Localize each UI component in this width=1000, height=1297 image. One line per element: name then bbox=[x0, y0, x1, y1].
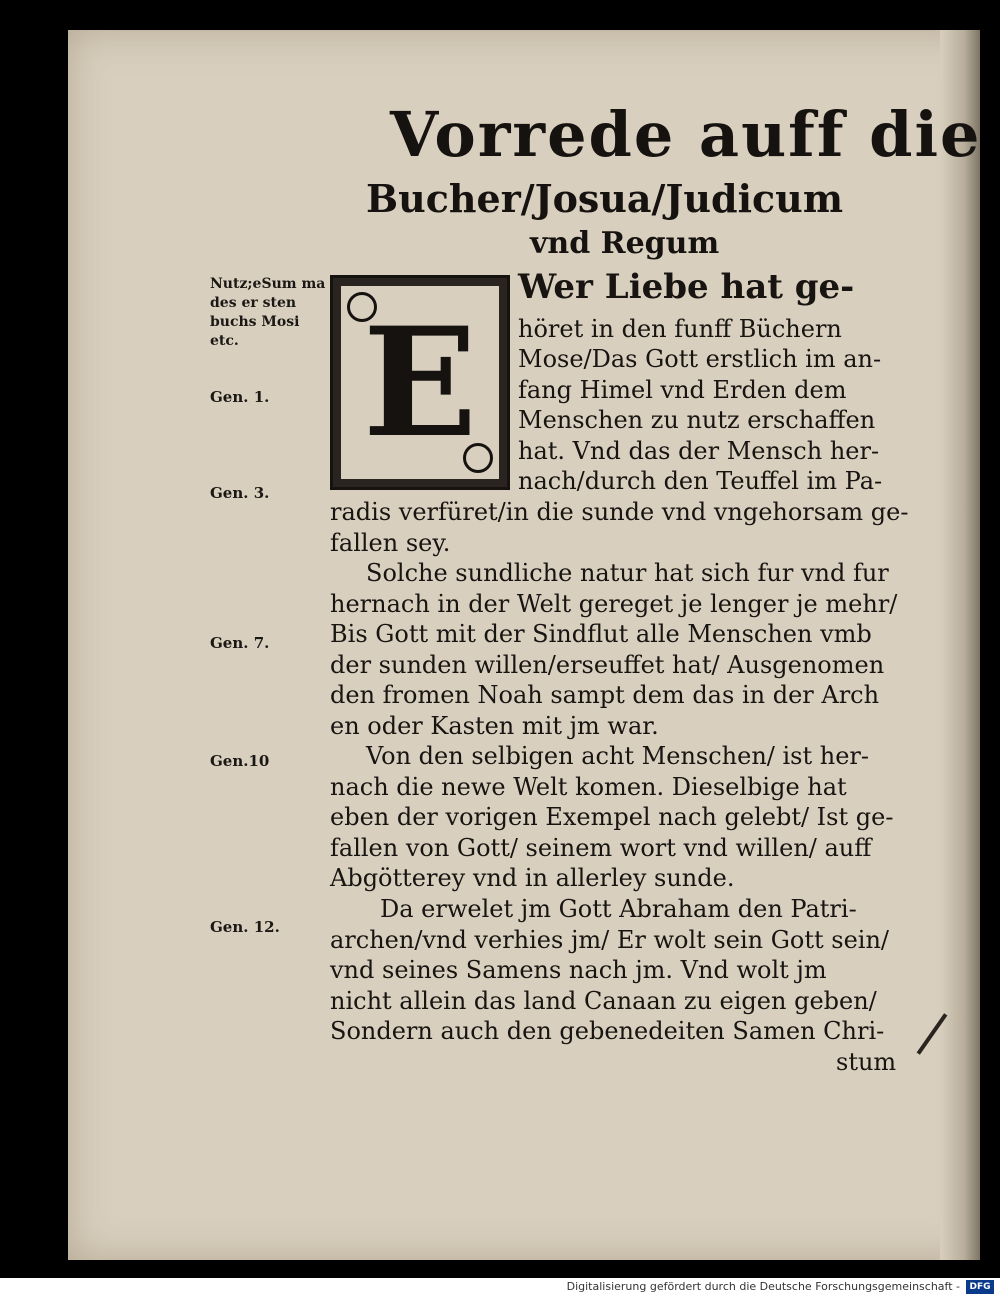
text-line: fallen von Gott/ seinem wort vnd willen/ auff bbox=[330, 834, 872, 862]
text-line: vnd seines Samens nach jm. Vnd wolt jm bbox=[330, 956, 827, 984]
text-line: fallen sey. bbox=[330, 529, 451, 557]
text-line: Menschen zu nutz erschaffen bbox=[518, 406, 876, 434]
footer-bar bbox=[0, 1278, 1000, 1297]
text-line: Solche sundliche natur hat sich fur vnd fur bbox=[366, 559, 889, 587]
text-line: hat. Vnd das der Mensch her- bbox=[518, 437, 880, 465]
heading-line-2: Bucher/Josua/Judicum bbox=[366, 176, 844, 221]
margin-ref-gen-1: Gen. 1. bbox=[210, 388, 270, 406]
text-line: eben der vorigen Exempel nach gelebt/ Ist ge- bbox=[330, 803, 894, 831]
text-line: der sunden willen/erseuffet hat/ Ausgenomen bbox=[330, 651, 885, 679]
text-line: Mose/Das Gott erstlich im an- bbox=[518, 345, 882, 373]
margin-note: Nutz;eSum ma des er sten buchs Mosi etc. bbox=[210, 276, 326, 349]
ornament-icon bbox=[463, 443, 493, 473]
catchword: stum bbox=[836, 1048, 897, 1076]
text-line: en oder Kasten mit jm war. bbox=[330, 712, 659, 740]
heading-line-1: Vorrede auff die bbox=[390, 98, 982, 171]
text-line: Da erwelet jm Gott Abraham den Patri- bbox=[380, 895, 857, 923]
funding-notice: Digitalisierung gefördert durch die Deutsche Forschungsgemeinschaft - bbox=[566, 1280, 960, 1293]
margin-ref-gen-10: Gen.10 bbox=[210, 752, 270, 770]
margin-ref-gen-7: Gen. 7. bbox=[210, 634, 270, 652]
text-line: Abgötterey vnd in allerley sunde. bbox=[330, 864, 735, 892]
text-line: nach/durch den Teuffel im Pa- bbox=[518, 467, 883, 495]
text-line: den fromen Noah sampt dem das in der Arch bbox=[330, 681, 880, 709]
heading-line-3: vnd Regum bbox=[530, 226, 720, 261]
initial-letter: E bbox=[362, 294, 478, 471]
text-line: archen/vnd verhies jm/ Er wolt sein Gott sein/ bbox=[330, 926, 889, 954]
text-line: radis verfüret/in die sunde vnd vngehorsam ge- bbox=[330, 498, 909, 526]
page-gutter bbox=[940, 30, 980, 1260]
text-line: Bis Gott mit der Sindflut alle Menschen vmb bbox=[330, 620, 872, 648]
margin-ref-gen-12: Gen. 12. bbox=[210, 918, 280, 936]
text-line: nach die newe Welt komen. Dieselbige hat bbox=[330, 773, 847, 801]
decorated-initial bbox=[330, 275, 510, 490]
text-line: Von den selbigen acht Menschen/ ist her- bbox=[366, 742, 870, 770]
text-line: Sondern auch den gebenedeiten Samen Chri- bbox=[330, 1017, 885, 1045]
dfg-logo: DFG bbox=[966, 1280, 994, 1294]
text-line: nicht allein das land Canaan zu eigen geben/ bbox=[330, 987, 877, 1015]
text-line: fang Himel vnd Erden dem bbox=[518, 376, 847, 404]
text-line: hernach in der Welt gereget je lenger je mehr/ bbox=[330, 590, 898, 618]
margin-ref-gen-3: Gen. 3. bbox=[210, 484, 270, 502]
text-line: Wer Liebe hat ge- bbox=[518, 267, 855, 307]
text-line: höret in den funff Büchern bbox=[518, 315, 842, 343]
ornament-icon bbox=[347, 292, 377, 322]
